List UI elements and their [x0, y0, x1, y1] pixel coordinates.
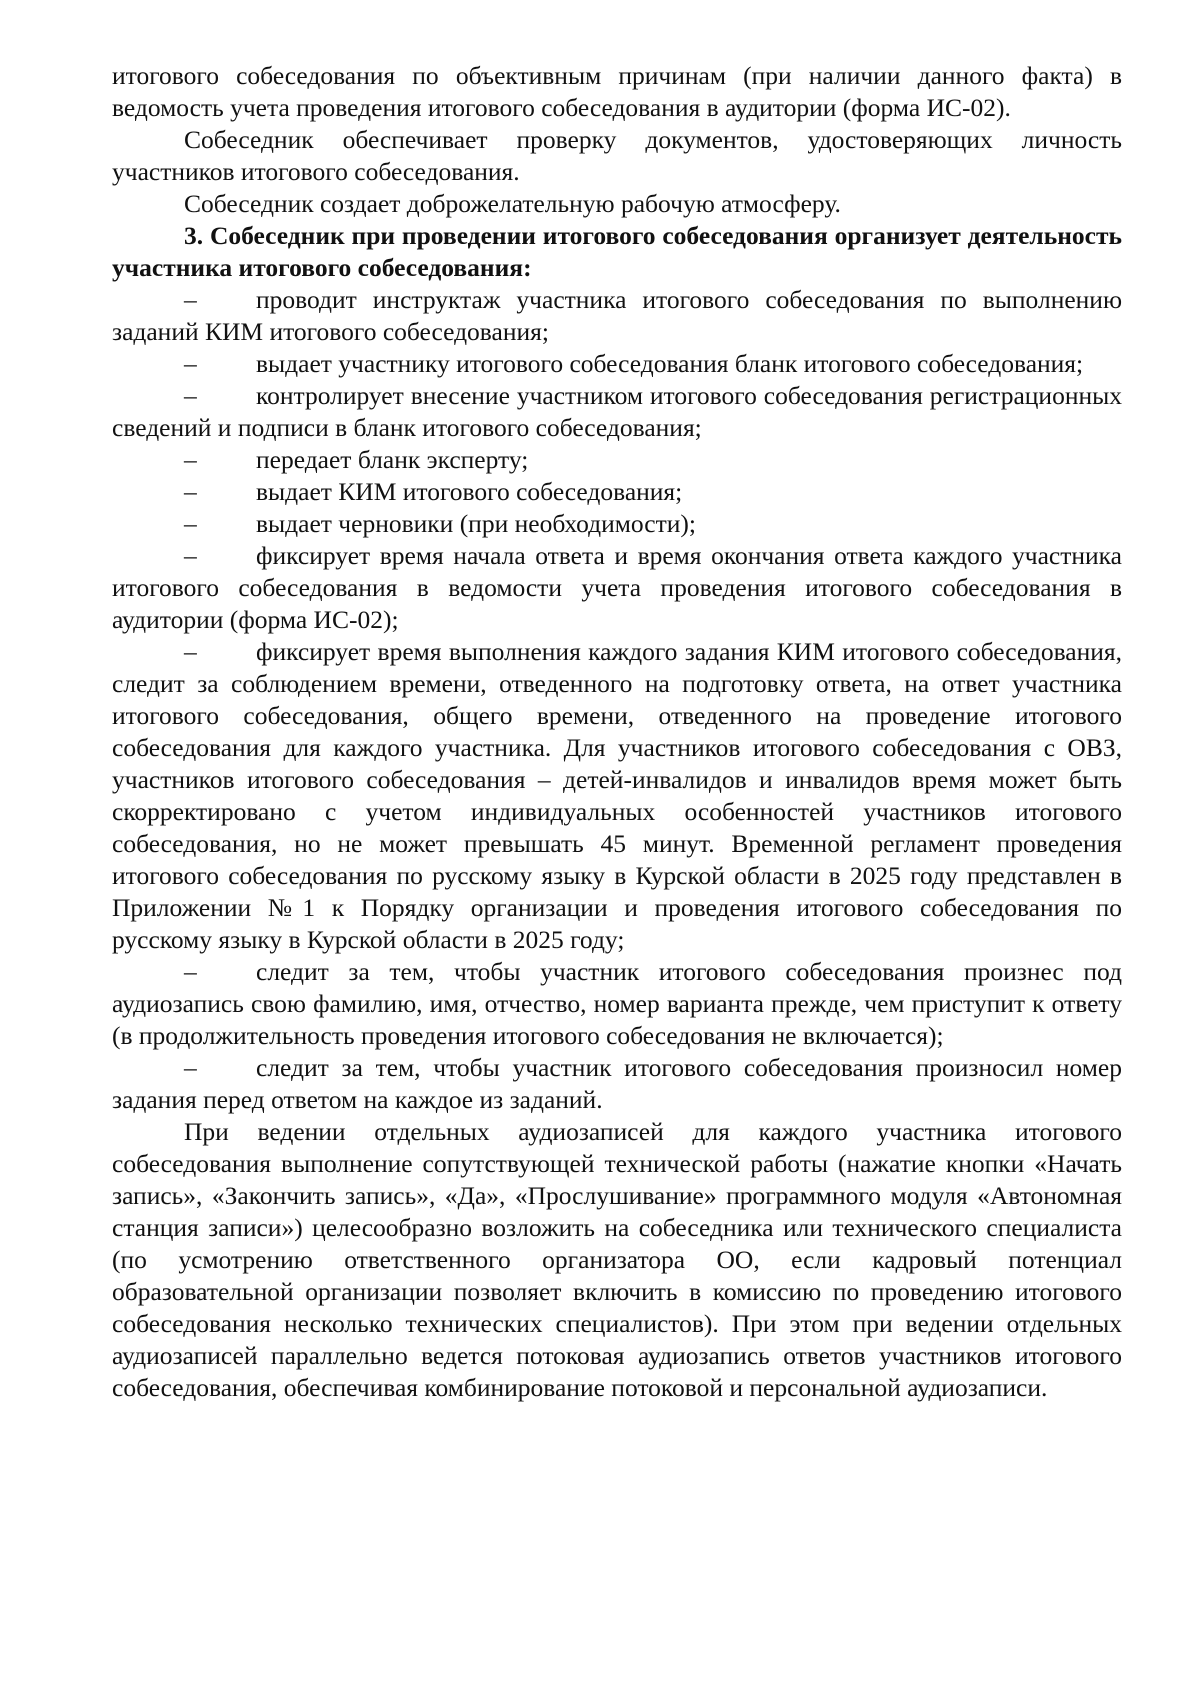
list-item-text: передает бланк эксперту;: [256, 445, 529, 474]
list-item: [112, 1052, 1122, 1116]
dash-marker: –: [184, 381, 197, 410]
list-item-text: следит за тем, чтобы участник итогового собеседования произносил номер задания перед ответом на каждое из заданий.: [112, 1053, 1122, 1114]
duties-list: [112, 284, 1122, 1116]
list-item: [112, 508, 1122, 540]
dash-marker: –: [184, 285, 197, 314]
document-page: [112, 60, 1122, 1404]
dash-marker: –: [184, 541, 197, 570]
list-item: [112, 348, 1122, 380]
list-item: [112, 956, 1122, 1052]
section-heading-3: 3. Собеседник при проведении итогового собеседования организует деятельность участника итогового собеседования:: [112, 221, 1122, 282]
list-item: [112, 476, 1122, 508]
paragraph-atmosphere: Собеседник создает доброжелательную рабочую атмосферу.: [184, 189, 841, 218]
list-item-text: выдает участнику итогового собеседования бланк итогового собеседования;: [256, 349, 1084, 378]
dash-marker: –: [184, 477, 197, 506]
paragraph-audio-recording: При ведении отдельных аудиозаписей для каждого участника итогового собеседования выполнение сопутствующей технической работы (нажатие кнопки «Начать запись», «Закончить запись», «Да», «Прослушивание» программного модуля «Автономная станция записи») целесообразно возложить на собеседника или технического специалиста (по усмотрению ответственного организатора ОО, если кадровый потенциал образовательной организации позволяет включить в комиссию по проведению итогового собеседования несколько технических специалистов). При этом при ведении отдельных аудиозаписей параллельно ведется потоковая аудиозапись ответов участников итогового собеседования, обеспечивая комбинирование потоковой и персональной аудиозаписи.: [112, 1117, 1122, 1402]
list-item: [112, 380, 1122, 444]
list-item-text: следит за тем, чтобы участник итогового собеседования произнес под аудиозапись свою фамилию, имя, отчество, номер варианта прежде, чем приступит к ответу (в продолжительность проведения итогового собеседования не включается);: [112, 957, 1122, 1050]
list-item-text: контролирует внесение участником итогового собеседования регистрационных сведений и подписи в бланк итогового собеседования;: [112, 381, 1122, 442]
dash-marker: –: [184, 349, 197, 378]
list-item: [112, 540, 1122, 636]
list-item-text: проводит инструктаж участника итогового собеседования по выполнению заданий КИМ итогового собеседования;: [112, 285, 1122, 346]
dash-marker: –: [184, 957, 197, 986]
list-item: [112, 636, 1122, 956]
dash-marker: –: [184, 509, 197, 538]
paragraph-continuation: итогового собеседования по объективным причинам (при наличии данного факта) в ведомость учета проведения итогового собеседования в аудитории (форма ИС-02).: [112, 61, 1122, 122]
dash-marker: –: [184, 1053, 197, 1082]
list-item-text: фиксирует время выполнения каждого задания КИМ итогового собеседования, следит за соблюдением времени, отведенного на подготовку ответа, на ответ участника итогового собеседования, общего времени, отведенного на проведение итогового собеседования для каждого участника. Для участников итогового собеседования с ОВЗ, участников итогового собеседования – детей-инвалидов и инвалидов время может быть скорректировано с учетом индивидуальных особенностей участников итогового собеседования, но не может превышать 45 минут. Временной регламент проведения итогового собеседования по русскому языку в Курской области в 2025 году представлен в Приложении №1 к Порядку организации и проведения итогового собеседования по русскому языку в Курской области в 2025 году;: [112, 637, 1122, 954]
list-item: [112, 444, 1122, 476]
list-item-text: выдает КИМ итогового собеседования;: [256, 477, 683, 506]
paragraph-document-check: Собеседник обеспечивает проверку документов, удостоверяющих личность участников итогового собеседования.: [112, 125, 1122, 186]
list-item-text: фиксирует время начала ответа и время окончания ответа каждого участника итогового собеседования в ведомости учета проведения итогового собеседования в аудитории (форма ИС-02);: [112, 541, 1122, 634]
dash-marker: –: [184, 637, 197, 666]
dash-marker: –: [184, 445, 197, 474]
list-item: [112, 284, 1122, 348]
list-item-text: выдает черновики (при необходимости);: [256, 509, 696, 538]
